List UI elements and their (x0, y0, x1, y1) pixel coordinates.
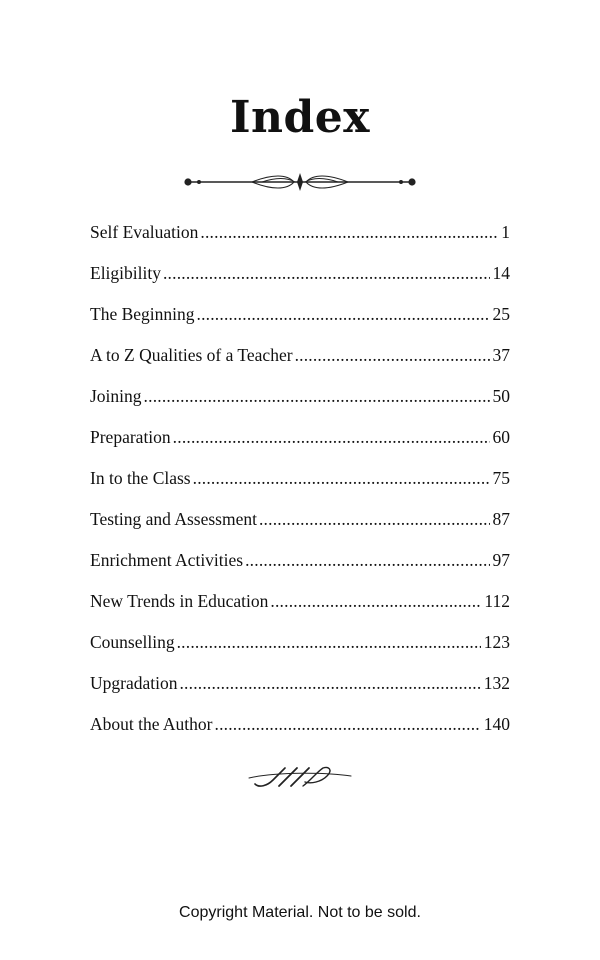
toc-entry-title: Self Evaluation (90, 222, 199, 242)
toc-entry-title: The Beginning (90, 304, 195, 324)
toc-entry-title: A to Z Qualities of a Teacher (90, 345, 293, 365)
toc-entry-page: 50 (492, 386, 510, 406)
dot-leader (259, 499, 490, 540)
dot-leader (245, 540, 489, 581)
toc-entry-page: 37 (492, 345, 510, 365)
dot-leader (197, 294, 490, 335)
toc-entry-preparation[interactable] (90, 417, 510, 458)
toc-entry-page: 123 (483, 632, 510, 652)
toc-entry-title: Testing and Assessment (90, 509, 257, 529)
toc-entry-page: 112 (484, 591, 510, 611)
toc-entry-page: 1 (501, 222, 510, 242)
toc-entry-title: Preparation (90, 427, 171, 447)
flourish-divider-icon (182, 168, 418, 196)
dot-leader (200, 212, 498, 253)
toc-entry-the-beginning[interactable] (90, 294, 510, 335)
page-title: Index (229, 92, 371, 143)
toc-entry-title: Upgradation (90, 673, 178, 693)
dot-leader (295, 335, 490, 376)
toc-entry-joining[interactable] (90, 376, 510, 417)
copyright-notice: Copyright Material. Not to be sold. (179, 904, 421, 921)
toc-entry-page: 97 (492, 550, 510, 570)
dot-leader (177, 622, 481, 663)
dot-leader (179, 663, 480, 704)
toc-entry-page: 140 (483, 714, 510, 734)
toc-entry-page: 14 (492, 263, 510, 283)
toc-entry-about-the-author[interactable] (90, 704, 510, 745)
toc-entry-page: 87 (492, 509, 510, 529)
toc-entry-eligibility[interactable] (90, 253, 510, 294)
toc-entry-title: Counselling (90, 632, 175, 652)
toc-entry-title: Joining (90, 386, 142, 406)
toc-entry-title: New Trends in Education (90, 591, 269, 611)
toc-entry-upgradation[interactable] (90, 663, 510, 704)
toc-entry-new-trends-in-education[interactable] (90, 581, 510, 622)
toc-entry-title: Enrichment Activities (90, 550, 244, 570)
toc-entry-enrichment-activities[interactable] (90, 540, 510, 581)
toc-entry-page: 60 (492, 427, 510, 447)
toc-entry-page: 132 (483, 673, 510, 693)
toc-entry-counselling[interactable] (90, 622, 510, 663)
toc-entry-a-to-z-qualities[interactable] (90, 335, 510, 376)
toc-entry-title: Eligibility (90, 263, 161, 283)
toc-entry-page: 25 (492, 304, 510, 324)
dot-leader (193, 458, 490, 499)
dot-leader (270, 581, 481, 622)
toc-entry-self-evaluation[interactable] (90, 212, 510, 253)
toc-entry-in-to-the-class[interactable] (90, 458, 510, 499)
toc-entry-title: In to the Class (90, 468, 191, 488)
table-of-contents (90, 212, 510, 745)
dot-leader (163, 253, 490, 294)
toc-entry-title: About the Author (90, 714, 213, 734)
toc-entry-testing-and-assessment[interactable] (90, 499, 510, 540)
dot-leader (215, 704, 481, 745)
dot-leader (173, 417, 490, 458)
toc-entry-page: 75 (492, 468, 510, 488)
script-flourish-icon (245, 762, 355, 792)
dot-leader (144, 376, 490, 417)
